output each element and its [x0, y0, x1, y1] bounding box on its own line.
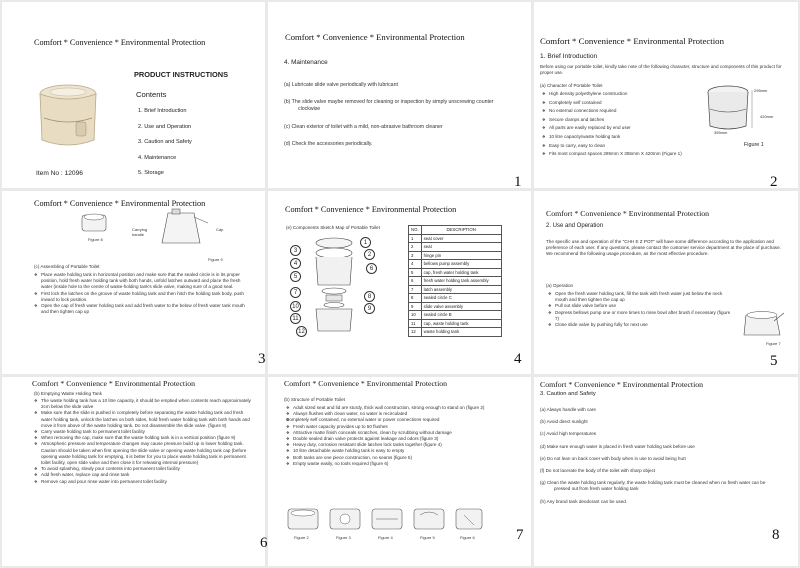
dimension-label: 355mm	[714, 130, 728, 135]
operation-item: ❖ Open the fresh water holding tank, fill the tank with fresh water just below the neck mouth and then tighten the cap up	[548, 291, 734, 303]
structure-item: ❖ Both tanks are one piece construction, no seams (figure 5)	[286, 455, 508, 461]
structure-item: ❖ Fresh water capacity provides up to 50 flushes	[286, 424, 508, 430]
page-header: Comfort * Convenience * Environmental Protection	[546, 209, 710, 218]
cap-label: Cap	[216, 227, 224, 232]
character-item: ❖ Secure clamps and latches	[542, 116, 712, 125]
emptying-item: ❖ To avoid splashing, slowly pour contents into permanent toilet facility	[34, 466, 252, 472]
structure-list	[286, 405, 508, 467]
table-row	[409, 294, 502, 303]
figure-caption: Figure 9	[208, 257, 223, 262]
callout-marker: 2	[364, 249, 375, 260]
emptying-item: ❖ The waste holding tank has a 10 litre capacity, it should be emptied when contents reach approximately 2cm below the slide valve	[34, 398, 252, 410]
caution-item: (a) Always handle with care	[540, 407, 596, 412]
structure-figures	[286, 505, 486, 533]
assembly-item: ❖ Open the cap of fresh water holding tank and add fresh water to the below of fresh water tank mouth and then tighten cap up	[34, 303, 252, 315]
table-row	[409, 260, 502, 269]
emptying-label: (b) Emptying Waste Holding Tank	[34, 391, 102, 396]
callout-marker: 3	[290, 245, 301, 256]
page-header: Comfort * Convenience * Environmental Protection	[285, 32, 465, 42]
toilet-dimension-drawing	[700, 82, 760, 134]
part-number: 12	[409, 328, 422, 337]
part-number: 8	[409, 294, 422, 303]
part-description: cap, fresh water holding tank	[421, 268, 501, 277]
emptying-item: ❖ Make sure that the slide is pushed in completely before separating the waste holding tank and fresh water holding tank, unlock the latches on both sides, hold fresh water holding tank with both hands and move it from above of the waste holding tank. Do not disassemble the slide valve. (figure 8)	[34, 410, 252, 429]
page-emptying	[2, 377, 268, 566]
caution-item: (f) Do not lacerate the body of the toilet with sharp object	[540, 468, 656, 474]
page-brief-introduction	[534, 2, 798, 188]
maintenance-item: (b) The slide valve maybe removed for cleaning or inspection by simply unscrewing counter clockwise	[284, 99, 494, 113]
table-row	[409, 328, 502, 337]
structure-item: ❖ Attractive matte finish conceals scratches, clean by scrubbing without damage	[286, 430, 508, 436]
part-description: cap, waste holding tank	[421, 319, 501, 328]
character-item: ❖ Completely self contained	[542, 99, 712, 108]
brief-intro-text: Before using our portable toilet, kindly take note of the following character, structure and components of this product for proper use.	[540, 64, 782, 76]
caution-item: (b) Avoid direct sunlight	[540, 419, 588, 425]
maintenance-list	[284, 82, 510, 148]
page-number: 8	[772, 527, 780, 543]
part-description: latch assembly	[421, 285, 501, 294]
part-number: 6	[409, 277, 422, 286]
caution-item: (g) Clean the waste holding tank regularly, the waste holding tank must be cleaned when no fresh water can be pressed out from fresh water holding tank	[540, 480, 766, 492]
table-row	[409, 319, 502, 328]
contents-item: 5. Storage	[138, 170, 164, 176]
structure-item: ❖ Double sealed drain valve protects against leakage and odors (figure 3)	[286, 436, 508, 442]
part-number: 3	[409, 251, 422, 260]
part-description: sealed circle C	[421, 294, 501, 303]
figure-caption: Figure 1	[744, 142, 764, 148]
figure-caption: Figure 3	[336, 535, 351, 540]
components-table	[408, 225, 502, 337]
maintenance-item: (d) Check the accessories periodically.	[284, 140, 373, 147]
callout-marker: 11	[290, 313, 301, 324]
callout-marker: 9	[364, 303, 375, 314]
page-number: 4	[514, 351, 522, 367]
callout-marker: 6	[366, 263, 377, 274]
caution-list	[540, 407, 766, 505]
operation-item: ❖ Close slide valve by pushing fully for next use	[548, 322, 734, 328]
part-number: 10	[409, 311, 422, 320]
table-row	[409, 302, 502, 311]
assembly-title: (c) Assembling of Portable Toilet	[34, 264, 100, 269]
product-instructions-title: PRODUCT INSTRUCTIONS	[134, 70, 229, 79]
page-number: 5	[770, 353, 778, 369]
part-description: bellows pump assembly	[421, 260, 501, 269]
emptying-item: ❖ When removing the cap, make sure that the waste holding tank is in a vertical position (figure 9)	[34, 435, 252, 441]
callout-marker: 12	[296, 326, 307, 337]
contents-list	[138, 104, 192, 182]
figure-caption: Figure 6	[460, 535, 475, 540]
item-number: Item No : 12096	[36, 170, 83, 177]
page-components	[268, 191, 531, 374]
page-header: Comfort * Convenience * Environmental Protection	[284, 379, 448, 388]
character-item: ❖ Easy to carry, easy to clean	[542, 142, 712, 151]
sketch-title: (e) Components Sketch Map of Portable Toilet	[286, 225, 380, 230]
part-number: 11	[409, 319, 422, 328]
page-header: Comfort * Convenience * Environmental Protection	[34, 199, 206, 208]
figure-caption: Figure 2	[294, 535, 309, 540]
caution-title: 3. Caution and Safety	[540, 391, 596, 397]
page-caution	[534, 377, 798, 566]
page-header: Comfort * Convenience * Environmental Protection	[540, 36, 724, 46]
use-operation-title: 2. Use and Operation	[546, 223, 604, 229]
dimension-label: 420mm	[760, 114, 774, 119]
structure-item: ❖ Always flushes with clean water, no water is recirculated	[286, 411, 508, 417]
caution-item: (h) Any brand tank deodorant can be used.	[540, 498, 628, 504]
page-number: 7	[516, 527, 524, 543]
page-number: 2	[770, 174, 778, 190]
page-number: 3	[258, 351, 266, 367]
maintenance-item: (a) Lubricate slide valve periodically with lubricant	[284, 82, 398, 88]
part-description: fresh water holding tank assembly	[421, 277, 501, 286]
character-item: ❖ No external connections required	[542, 107, 712, 116]
character-item: ❖ High density polyethylene construction	[542, 90, 712, 99]
emptying-item: ❖ Remove cap and pour rinse water into permanent toilet facility	[34, 479, 252, 485]
part-description: hinge pin	[421, 251, 501, 260]
table-header: DESCRIPTION	[421, 226, 501, 235]
page-header: Comfort * Convenience * Environmental Protection	[540, 380, 704, 389]
part-number: 5	[409, 268, 422, 277]
page-cover	[2, 2, 265, 188]
caution-item: (e) Do not lean on back cover with body when in use to avoid being hurt	[540, 455, 686, 461]
contents-label: Contents	[136, 90, 167, 99]
table-row	[409, 311, 502, 320]
character-item: ❖ All parts are easily replaced by end user	[542, 124, 712, 133]
assembly-item: ❖ First lock the latches on the groove of waste holding tank and then hitch the holding tank body, push inward to lock position.	[34, 291, 252, 303]
structure-item: ❖ 10 litre detachable waste holding tank is easy to empty	[286, 448, 508, 454]
portable-toilet-image	[32, 82, 104, 152]
page-header: Comfort * Convenience * Environmental Protection	[34, 38, 206, 47]
part-number: 7	[409, 285, 422, 294]
emptying-item: ❖ Atmospheric pressure and temperature changes may cause pressure build up in lower holding tank. Caution should be taken when first opening the slide valve or opening waste holding tank cap (before opening waste holding tank for emptying, it is better for you to place waste holding tank in permanent toilet facility, open slide valve and then close it for releasing internal pressure)	[34, 441, 252, 466]
emptying-item: ❖ Add fresh water, replace cap and rinse tank	[34, 472, 252, 478]
page-header: Comfort * Convenience * Environmental Protection	[32, 379, 196, 388]
page-header: Comfort * Convenience * Environmental Protection	[285, 205, 457, 214]
callout-marker: 5	[290, 271, 301, 282]
character-label: (a) Character of Portable Toilet	[540, 83, 603, 88]
figure-caption: Figure 5	[420, 535, 435, 540]
callout-marker: 10	[290, 301, 301, 312]
figure-caption: Figure 4	[378, 535, 393, 540]
part-description: seat	[421, 243, 501, 252]
exploded-view-sketch	[308, 235, 360, 335]
callout-marker: 8	[364, 291, 375, 302]
part-number: 2	[409, 243, 422, 252]
table-row	[409, 234, 502, 243]
structure-label: (b) Structure of Portable Toilet	[284, 397, 345, 402]
callout-marker: 1	[360, 237, 371, 248]
contents-item: 3. Caution and Safety	[138, 139, 192, 145]
caution-item: (d) Make sure enough water is placed in fresh water holding tank before use	[540, 443, 695, 449]
character-item: ❖ 10 litre capacity/waste holding tank	[542, 133, 712, 142]
dimension-label: 295mm	[754, 88, 768, 93]
structure-item: ❖ Empty waste easily, no tools required (figure 6)	[286, 461, 508, 467]
caution-item: (c) Avoid high temperatures	[540, 431, 597, 437]
page-structure	[268, 377, 531, 566]
structure-item: ❖ Heavy duty, corrosion resistant slide latches lock tanks together (figure 4)	[286, 442, 508, 448]
page-number: 6	[260, 535, 268, 551]
part-description: seat cover	[421, 234, 501, 243]
part-number: 1	[409, 234, 422, 243]
table-header: NO.	[409, 226, 422, 235]
emptying-item: ❖ Carry waste holding tank to permanent toilet facility	[34, 429, 252, 435]
structure-item: ❖ Adult sized seat and lid are sturdy, thick wall construction, strong enough to stand on (figure 2)	[286, 405, 508, 411]
figure-9-image	[154, 209, 214, 247]
part-description: sealed circle B	[421, 311, 501, 320]
callout-marker: 7	[290, 287, 301, 298]
carrying-handle-label: Carrying handle	[132, 227, 148, 237]
part-description: slide valve assembly	[421, 302, 501, 311]
figure-7-image	[742, 307, 788, 337]
brief-intro-title: 1. Brief Introduction	[540, 53, 598, 60]
operation-item: ❖ Depress bellows pump one or more times to rinse bowl after brush if necessary (figure 7)	[548, 310, 734, 322]
character-item: ❖ Fits most compact spaces 295mm X 355mm X 420mm (Figure 1)	[542, 150, 712, 159]
part-number: 4	[409, 260, 422, 269]
operation-item: ❖ Pull out slide valve before use	[548, 303, 734, 309]
table-row	[409, 285, 502, 294]
table-row	[409, 277, 502, 286]
emptying-list	[34, 398, 252, 485]
page-number: 1	[514, 174, 522, 190]
figure-8-image	[78, 211, 110, 237]
table-row	[409, 251, 502, 260]
figure-caption: Figure 8	[88, 237, 103, 242]
character-list	[542, 90, 712, 159]
contents-item: 2. Use and Operation	[138, 123, 192, 130]
structure-item: ❖ Completely self contained, no external water or power connections required	[286, 417, 508, 423]
page-maintenance	[268, 2, 531, 188]
operation-label: (a) Operation	[546, 283, 574, 288]
maintenance-title: 4. Maintenance	[284, 59, 328, 66]
contents-item: 4. Maintenance	[138, 154, 177, 161]
part-description: waste holding tank	[421, 328, 501, 337]
assembly-list	[34, 272, 252, 315]
page-assembly	[2, 191, 265, 374]
contents-item: 1. Brief Introduction	[138, 108, 187, 114]
assembly-item: ❖ Place waste holding tank in horizontal position and make sure that the sealed circle is in its proper position, hold fresh water holding tank with both hands, unfold latches outward and place the fresh water (inside hole to the centre of waste-holding tank's slide valve, making sure of a good seal.	[34, 272, 252, 291]
table-row	[409, 268, 502, 277]
page-use-operation	[534, 191, 798, 374]
part-number: 9	[409, 302, 422, 311]
operation-list	[548, 291, 734, 328]
callout-marker: 4	[290, 258, 301, 269]
use-operation-intro: The specific use and operation of the "CHH E Z POT" will have some difference according to the application and preference of each user. If any questions, please contact the customer service department at the place of purchase. We recommend the following usage procedure, as the most effective procedure.	[546, 239, 781, 257]
figure-caption: Figure 7	[766, 341, 781, 346]
maintenance-item: (c) Clean exterior of toilet with a mild, non-abrasive bathroom cleaner	[284, 123, 443, 130]
table-row	[409, 243, 502, 252]
